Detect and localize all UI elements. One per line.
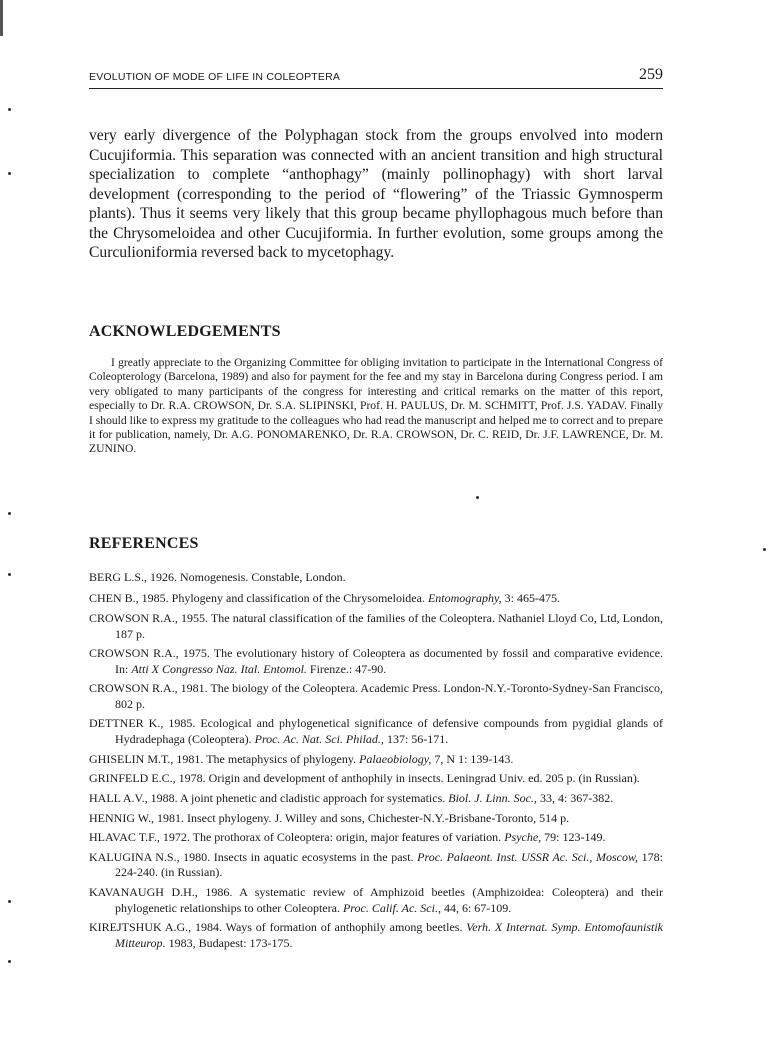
reference-details: 178: 224-240. (in Russian). <box>115 850 663 880</box>
reference-details: 44, 6: 67-109. <box>440 900 512 915</box>
reference-item <box>89 591 663 606</box>
reference-text: HALL A.V., 1988. A joint phenetic and cladistic approach for systematics. <box>89 790 449 805</box>
reference-journal: Palaeobiology, <box>359 751 432 766</box>
scan-speck <box>8 172 11 175</box>
reference-journal: Atti X Congresso Naz. Ital. Entomol. <box>131 661 307 676</box>
reference-item <box>89 646 663 677</box>
reference-journal: Entomography, <box>427 591 502 606</box>
reference-journal: Verh. X Internat. Symp. Entomofaunistik Mitteurop. <box>115 920 663 950</box>
references-heading: REFERENCES <box>89 535 199 552</box>
reference-text: CROWSON R.A., 1955. The natural classification of the families of the Coleoptera. Nathaniel Lloyd Co, Ltd, London, 187 p. <box>89 611 663 641</box>
acknowledgements-heading: ACKNOWLEDGEMENTS <box>89 323 281 340</box>
reference-item <box>89 885 663 916</box>
reference-journal: Proc. Ac. Nat. Sci. Philad., <box>254 731 384 746</box>
reference-text: KAVANAUGH D.H., 1986. A systematic review of Amphizoid beetles (Amphizoidea: Coleoptera) and their phylogenetic relationships to other Coleoptera. <box>89 885 663 915</box>
reference-text: HLAVAC T.F., 1972. The prothorax of Coleoptera: origin, major features of variation. <box>89 830 505 845</box>
reference-text: KIREJTSHUK A.G., 1984. Ways of formation of anthophily among beetles. <box>89 920 467 935</box>
reference-item <box>89 830 663 845</box>
references-list <box>89 570 663 955</box>
scan-edge-mark <box>0 0 3 36</box>
scan-speck <box>476 496 479 499</box>
reference-item <box>89 716 663 747</box>
reference-text: DETTNER K., 1985. Ecological and phylogenetical significance of defensive compounds from pygidial glands of Hydradephaga (Coleoptera). <box>89 716 663 746</box>
reference-text: GRINFELD E.C., 1978. Origin and development of anthophily in insects. Leningrad Univ. ed. 205 p. (in Russian). <box>89 771 640 786</box>
running-header-title: EVOLUTION OF MODE OF LIFE IN COLEOPTERA <box>89 71 341 83</box>
reference-item <box>89 811 663 826</box>
reference-item <box>89 611 663 642</box>
scan-speck <box>8 573 11 576</box>
reference-item <box>89 850 663 881</box>
reference-item <box>89 681 663 712</box>
reference-details: Firenze.: 47-90. <box>306 661 387 676</box>
scan-speck <box>8 108 11 111</box>
reference-details: 1983, Budapest: 173-175. <box>165 935 293 950</box>
reference-text: KALUGINA N.S., 1980. Insects in aquatic ecosystems in the past. <box>89 850 418 865</box>
reference-journal: Biol. J. Linn. Soc., <box>448 790 537 805</box>
reference-journal: Proc. Calif. Ac. Sci., <box>342 900 441 915</box>
reference-text: CROWSON R.A., 1981. The biology of the Coleoptera. Academic Press. London-N.Y.-Toronto-Sydney-San Francisco, 802 p. <box>89 681 663 711</box>
reference-text: CHEN B., 1985. Phylogeny and classification of the Chrysomeloidea. <box>89 591 428 606</box>
reference-text: BERG L.S., 1926. Nomogenesis. Constable, London. <box>89 570 346 584</box>
reference-details: 137: 56-171. <box>383 731 449 746</box>
scan-speck <box>8 512 11 515</box>
reference-text: GHISELIN M.T., 1981. The metaphysics of phylogeny. <box>89 751 360 766</box>
running-header <box>89 68 663 89</box>
reference-item <box>89 920 663 951</box>
reference-journal: Psyche, <box>504 830 542 845</box>
reference-item <box>89 771 663 786</box>
reference-item <box>89 791 663 806</box>
reference-journal: Proc. Palaeont. Inst. USSR Ac. Sci., Moscow, <box>417 850 639 865</box>
acknowledgements-text: I greatly appreciate to the Organizing Committee for obliging invitation to participate in the International Congress of Coleopterology (Barcelona, 1989) and also for payment for the fee and my stay in Barcelona during Congress period. I am very obligated to many participants of the congress for interesting and critical remarks on the matter of this report, especially to Dr. R.A. CROWSON, Dr. S.A. SLIPINSKI, Prof. H. PAULUS, Dr. M. SCHMITT, Prof. J.S. YADAV. Finally I should like to express my gratitude to the colleagues who had read the manuscript and helped me to correct and to prepare it for publication, namely, Dr. A.G. PONOMARENKO, Dr. R.A. CROWSON, Dr. C. REID, Dr. J.F. LAWRENCE, Dr. M. ZUNINO. <box>89 356 663 456</box>
reference-text: HENNIG W., 1981. Insect phylogeny. J. Willey and sons, Chichester-N.Y.-Brisbane-Toronto, 514 p. <box>89 810 570 825</box>
reference-details: 7, N 1: 139-143. <box>431 751 514 766</box>
page-number: 259 <box>639 66 663 83</box>
reference-details: 33, 4: 367-382. <box>536 790 614 805</box>
reference-details: 3: 465-475. <box>501 591 560 606</box>
reference-text: CROWSON R.A., 1975. The evolutionary history of Coleoptera as documented by fossil and comparative evidence. In: <box>89 646 663 676</box>
scan-speck <box>763 548 766 551</box>
body-paragraph: very early divergence of the Polyphagan stock from the groups envolved into modern Cucujiformia. This separation was connected with an ancient transition and high structural specialization to complete “anthophagy” (mainly pollinophagy) with short larval development (corresponding to the period of “flowering” of the Triassic Gymnosperm plants). Thus it seems very likely that this group became phyllophagous much before than the Chrysomeloidea and other Cucujiformia. In further evolution, some groups among the Curculioniformia reversed back to mycetophagy. <box>89 127 663 261</box>
reference-details: 79: 123-149. <box>541 830 606 845</box>
scan-speck <box>8 900 11 903</box>
scan-speck <box>8 960 11 963</box>
reference-item <box>89 752 663 767</box>
reference-item <box>89 570 663 585</box>
